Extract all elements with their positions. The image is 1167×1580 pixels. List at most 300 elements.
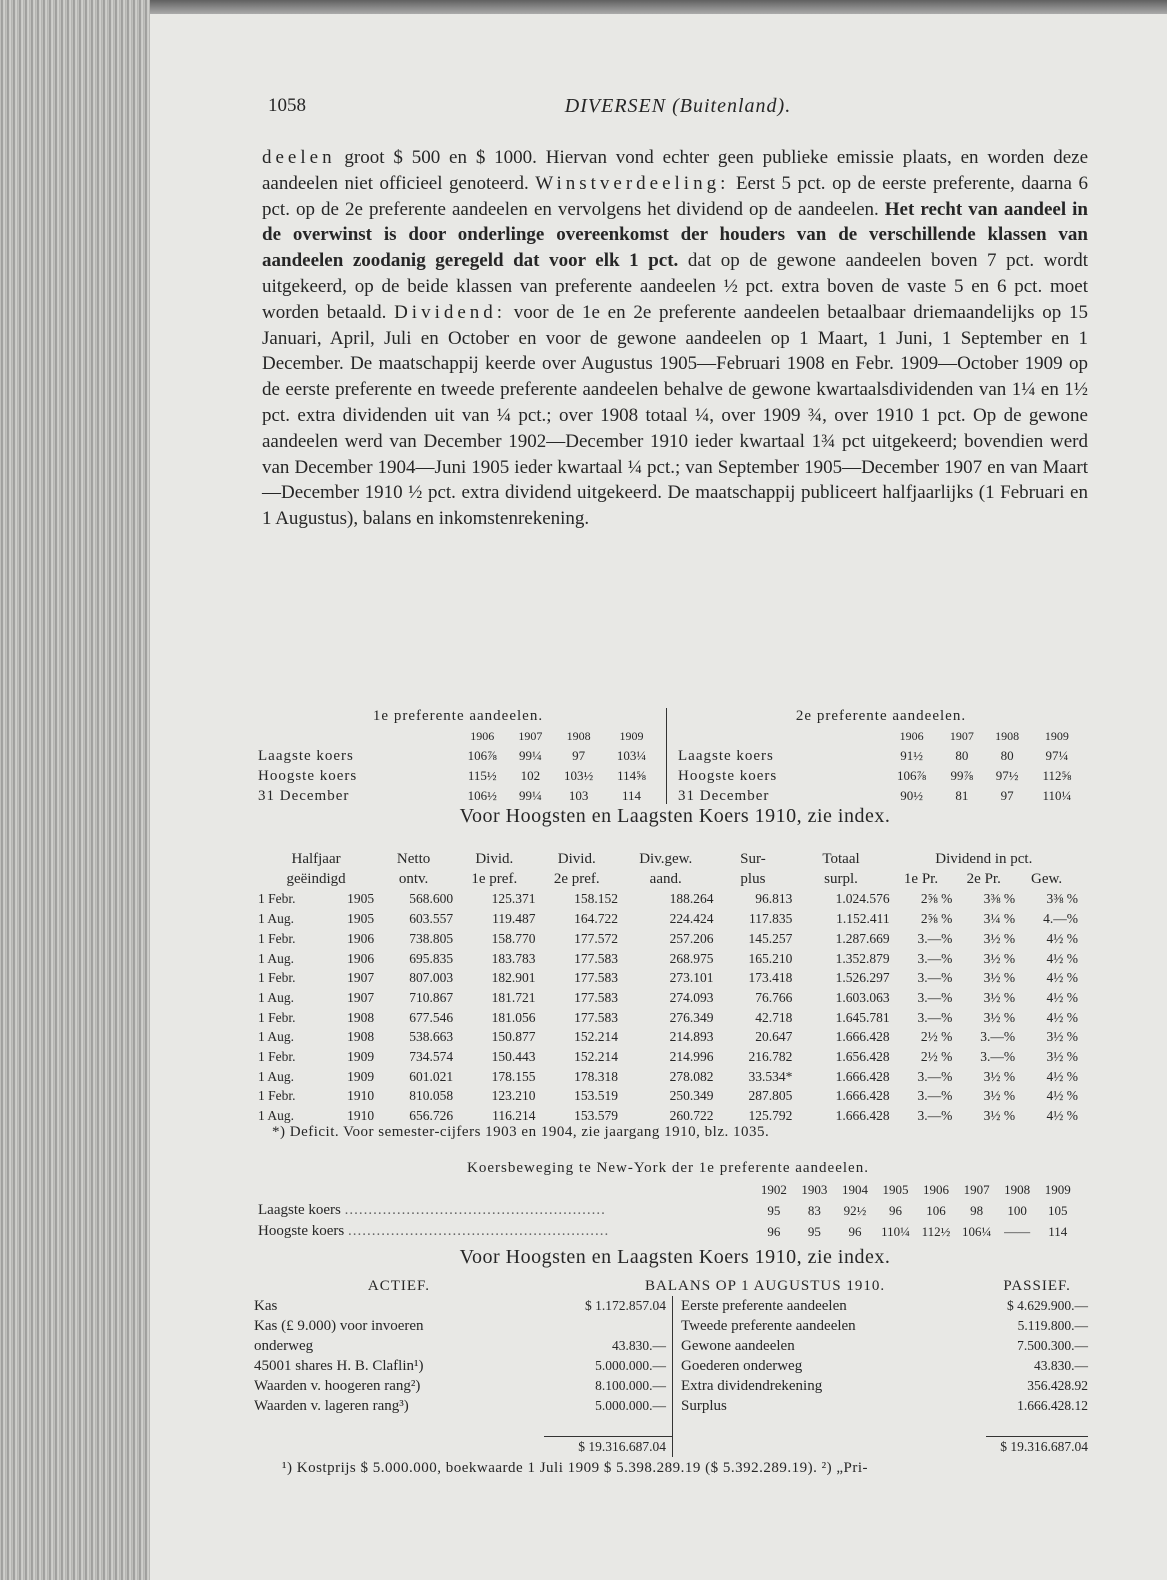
total-passief: $ 19.316.687.04 xyxy=(986,1437,1088,1458)
value-cell: 42.718 xyxy=(755,1009,793,1025)
value-cell: 4½ % xyxy=(1046,1088,1078,1104)
value-cell: 106⅞ xyxy=(467,748,497,763)
koers-table-1e-pref xyxy=(258,706,658,806)
actief-amount: 43.830.— xyxy=(544,1336,673,1356)
value-cell: 1.666.428 xyxy=(835,1088,890,1104)
col-header: 1e Pr. xyxy=(903,870,939,887)
value-cell: 181.056 xyxy=(491,1009,536,1025)
value-cell: 99¼ xyxy=(519,748,542,763)
reference-note: Voor Hoogsten en Laagsten Koers 1910, zie index. xyxy=(459,805,891,827)
value-cell: 119.487 xyxy=(492,911,536,927)
period-year: 1907 xyxy=(347,970,375,986)
value-cell: 150.877 xyxy=(491,1029,536,1045)
empty-cell xyxy=(258,726,456,746)
value-cell: 112½ xyxy=(921,1224,951,1239)
passief-label: Surplus xyxy=(681,1398,727,1414)
passief-label: Tweede preferente aandeelen xyxy=(681,1318,856,1334)
value-cell: 181.721 xyxy=(491,989,536,1005)
value-cell: 125.371 xyxy=(491,891,536,907)
value-cell: 3½ % xyxy=(983,930,1016,946)
period-month: 1 Aug. xyxy=(258,1108,295,1124)
period-month: 1 Febr. xyxy=(258,891,296,907)
year-header: 1904 xyxy=(841,1182,868,1197)
value-cell: 103 xyxy=(568,788,589,803)
year-header: 1909 xyxy=(1044,1182,1071,1197)
value-cell: 99¼ xyxy=(519,788,542,803)
period-month: 1 Febr. xyxy=(258,930,296,946)
value-cell: 100 xyxy=(1007,1203,1027,1218)
value-cell: 3.—% xyxy=(917,1068,953,1084)
actief-amount xyxy=(544,1316,673,1336)
value-cell: 695.835 xyxy=(409,950,454,966)
value-cell: 96 xyxy=(889,1203,902,1218)
running-title: DIVERSEN (Buitenland). xyxy=(564,95,792,117)
period-year: 1908 xyxy=(347,1029,375,1045)
actief-label: Waarden v. lageren rang³) xyxy=(254,1398,409,1414)
value-cell: 96.813 xyxy=(755,891,793,907)
value-cell: 123.210 xyxy=(491,1088,536,1104)
value-cell: 214.893 xyxy=(669,1029,714,1045)
value-cell: 97¼ xyxy=(1045,748,1069,763)
deficit-footnote: *) Deficit. Voor semester-cijfers 1903 en 1904, zie jaargang 1910, blz. 1035. xyxy=(272,1124,770,1140)
text-part-1: groot $ 500 en $ 1000. Hiervan vond echter geen publieke emissie plaats, en worden deze aandeelen niet officieel genoteerd. xyxy=(262,147,1088,194)
text-part-4: voor de 1e en 2e preferente aandeelen betaalbaar driemaandelijks op 15 Januari, April, Juli en October en voor de gewone aandeelen op 1 Maart, 1 Juni, 1 September en 1 December. De maatschappij keerde over Augustus 1905—Februari 1908 en Febr. 1909—October 1909 op de eerste preferente en tweede preferente aandeelen behalve de gewone kwartaalsdividenden van 1¼ en 1½ pct. extra dividenden uit van ¼ pct.; over 1908 totaal ¼, over 1909 ¾, over 1910 1 pct. Op de gewone aandeelen werd van December 1902—December 1910 ieder kwartaal 1¾ pct uitgekeerd; bovendien werd van December 1904—Juni 1905 ieder kwartaal ¼ pct.; van September 1905—December 1907 en van Maart—December 1910 ½ pct. extra dividend uitgekeerd. De maatschappij publiceert halfjaarlijks (1 Februari en 1 Augustus), balans en inkomstenrekening. xyxy=(262,301,1088,530)
value-cell: —— xyxy=(1004,1224,1031,1239)
empty-cell xyxy=(678,726,884,746)
value-cell: 97 xyxy=(572,748,586,763)
actief-amount: 8.100.000.— xyxy=(544,1376,673,1396)
table-row xyxy=(258,1221,1078,1242)
koers-table-2e-pref xyxy=(678,706,1084,806)
value-cell: 3.—% xyxy=(917,970,953,986)
value-cell: 33.534* xyxy=(748,1068,793,1084)
value-cell: 106½ xyxy=(467,788,497,803)
passief-heading: PASSIEF. xyxy=(1003,1278,1071,1294)
passief-amount: 5.119.800.— xyxy=(1017,1318,1088,1333)
value-cell: 3¼ % xyxy=(983,911,1016,927)
balance-row xyxy=(254,1336,1088,1356)
balance-footnote: ¹) Kostprijs $ 5.000.000, boekwaarde 1 Juli 1909 $ 5.398.289.19 ($ 5.392.289.19). ²) „Pri- xyxy=(282,1460,869,1476)
value-cell: 224.424 xyxy=(669,911,714,927)
value-cell: 102 xyxy=(520,768,541,783)
value-cell: 76.766 xyxy=(755,989,793,1005)
value-cell: 1.287.669 xyxy=(835,930,890,946)
year-header: 1907 xyxy=(518,729,543,743)
period-month: 1 Febr. xyxy=(258,970,296,986)
passief-label: Eerste preferente aandeelen xyxy=(681,1298,847,1314)
value-cell: 3⅜ % xyxy=(983,891,1016,907)
value-cell: 152.214 xyxy=(574,1049,618,1065)
period-year: 1905 xyxy=(347,891,375,907)
text-part-3: dat op de gewone aandeelen boven 7 pct. wordt uitgekeerd, op de beide klassen van preferente aandeelen ½ pct. extra boven de vaste 5 en 6 pct. moet worden betaald. xyxy=(262,250,1089,323)
value-cell: 3½ % xyxy=(983,970,1016,986)
value-cell: 80 xyxy=(1000,748,1014,763)
value-cell: 260.722 xyxy=(669,1108,714,1124)
col-header: Totaal xyxy=(822,851,860,867)
actief-amount: 5.000.000.— xyxy=(544,1396,673,1416)
value-cell: 116.214 xyxy=(492,1108,536,1124)
value-cell: 178.155 xyxy=(491,1068,536,1084)
period-year: 1908 xyxy=(347,1009,375,1025)
balance-row xyxy=(254,1376,1088,1396)
value-cell: 3.—% xyxy=(917,950,953,966)
total-actief: $ 19.316.687.04 xyxy=(544,1437,673,1458)
value-cell: 125.792 xyxy=(748,1108,793,1124)
value-cell: 3½ % xyxy=(983,1088,1016,1104)
col-header: 1e pref. xyxy=(471,870,518,887)
value-cell: 3½ % xyxy=(1046,1049,1078,1065)
col-header: Halfjaar xyxy=(291,851,341,867)
value-cell: 268.975 xyxy=(669,950,714,966)
value-cell: 105 xyxy=(1047,1203,1068,1218)
value-cell: 3.—% xyxy=(917,1088,953,1104)
value-cell: 4½ % xyxy=(1046,1068,1078,1084)
value-cell: 1.352.879 xyxy=(835,950,890,966)
period-year: 1909 xyxy=(347,1049,375,1065)
value-cell: 810.058 xyxy=(409,1088,454,1104)
value-cell: 152.214 xyxy=(574,1029,618,1045)
value-cell: 177.583 xyxy=(574,950,618,966)
value-cell: 3.—% xyxy=(917,989,953,1005)
value-cell: 97½ xyxy=(995,768,1019,783)
empty-cell xyxy=(673,1437,987,1458)
value-cell: 114 xyxy=(622,788,642,803)
reference-note: Voor Hoogsten en Laagsten Koers 1910, zie index. xyxy=(459,1246,891,1268)
value-cell: 603.557 xyxy=(409,911,454,927)
empty-cell xyxy=(673,1416,987,1437)
value-cell: 106 xyxy=(926,1203,946,1218)
value-cell: 177.583 xyxy=(574,989,618,1005)
value-cell: 1.666.428 xyxy=(835,1068,890,1084)
col-header: Divid. xyxy=(475,851,514,867)
actief-label: Waarden v. hoogeren rang²) xyxy=(254,1378,421,1394)
value-cell: 677.546 xyxy=(409,1009,454,1025)
value-cell: 2½ % xyxy=(920,1049,953,1065)
value-cell: 95 xyxy=(807,1224,821,1239)
table-row xyxy=(258,988,1078,1008)
value-cell: 1.024.576 xyxy=(835,891,890,907)
value-cell: 3½ % xyxy=(983,1068,1016,1084)
value-cell: 1.666.428 xyxy=(835,1108,890,1124)
period-year: 1905 xyxy=(347,911,375,927)
value-cell: 164.722 xyxy=(574,911,618,927)
balance-row xyxy=(254,1296,1088,1316)
col-header: 2e Pr. xyxy=(966,870,1001,887)
period-year: 1910 xyxy=(347,1088,375,1104)
period-month: 1 Aug. xyxy=(258,989,295,1005)
year-header: 1908 xyxy=(995,729,1020,743)
value-cell: 153.579 xyxy=(574,1108,618,1124)
value-cell: 1.603.063 xyxy=(835,989,890,1005)
value-cell: 150.443 xyxy=(491,1049,536,1065)
empty-cell xyxy=(258,1179,754,1200)
year-header: 1906 xyxy=(923,1182,950,1197)
value-cell: 103¼ xyxy=(616,748,647,763)
value-cell: 81 xyxy=(955,788,969,803)
table-row xyxy=(678,766,1084,786)
page-number: 1058 xyxy=(268,95,306,116)
table-row xyxy=(258,1200,1078,1221)
value-cell: 287.805 xyxy=(748,1088,793,1104)
passief-label: Goederen onderweg xyxy=(681,1358,803,1374)
value-cell: 177.572 xyxy=(574,930,618,946)
value-cell: 601.021 xyxy=(409,1068,454,1084)
value-cell: 112⅝ xyxy=(1042,768,1072,783)
value-cell: 538.663 xyxy=(409,1029,454,1045)
year-header: 1909 xyxy=(1044,729,1069,743)
table-row xyxy=(258,746,658,766)
actief-heading: ACTIEF. xyxy=(367,1278,430,1294)
table-row xyxy=(258,1027,1078,1047)
year-header: 1903 xyxy=(801,1182,828,1197)
value-cell: 214.996 xyxy=(669,1049,714,1065)
balance-row xyxy=(254,1396,1088,1416)
value-cell: 3½ % xyxy=(983,1009,1016,1025)
year-header: 1907 xyxy=(963,1182,990,1197)
value-cell: 4.—% xyxy=(1043,911,1078,927)
halfjaar-table xyxy=(258,850,1078,1126)
passief-amount: 1.666.428.12 xyxy=(1017,1398,1088,1413)
year-header: 1906 xyxy=(470,729,495,743)
period-month: 1 Aug. xyxy=(258,950,295,966)
year-header: 1902 xyxy=(760,1182,787,1197)
period-year: 1906 xyxy=(347,930,375,946)
col-header: aand. xyxy=(649,870,682,887)
table-row xyxy=(258,1067,1078,1087)
value-cell: 96 xyxy=(848,1224,862,1239)
value-cell: 2⅝ % xyxy=(920,891,953,907)
page-header xyxy=(268,95,1088,125)
value-cell: 1.152.411 xyxy=(836,911,890,927)
value-cell: 807.003 xyxy=(409,970,454,986)
col-header: Div.gew. xyxy=(639,851,693,867)
period-year: 1910 xyxy=(347,1108,375,1124)
table-row xyxy=(258,1086,1078,1106)
year-header: 1909 xyxy=(619,729,644,743)
table-caption: 1e preferente aandeelen. xyxy=(372,708,544,724)
newyork-koers-table xyxy=(258,1158,1078,1242)
value-cell: 738.805 xyxy=(409,930,454,946)
value-cell: 98 xyxy=(970,1203,984,1218)
period-month: 1 Aug. xyxy=(258,911,295,927)
value-cell: 276.349 xyxy=(669,1009,714,1025)
value-cell: 4½ % xyxy=(1046,1108,1078,1124)
table-row xyxy=(258,786,658,806)
value-cell: 4½ % xyxy=(1046,989,1078,1005)
value-cell: 80 xyxy=(955,748,969,763)
balance-row xyxy=(254,1316,1088,1336)
value-cell: 165.210 xyxy=(748,950,793,966)
book-page-edges xyxy=(0,0,150,1580)
period-year: 1909 xyxy=(347,1068,375,1084)
value-cell: 110¼ xyxy=(1042,788,1072,803)
col-header: plus xyxy=(740,870,766,887)
row-label-cell xyxy=(258,1221,754,1242)
row-label: Laagste koers xyxy=(258,1202,341,1218)
balance-row xyxy=(254,1356,1088,1376)
value-cell: 4½ % xyxy=(1046,950,1078,966)
value-cell: 2⅝ % xyxy=(920,911,953,927)
value-cell: 153.519 xyxy=(574,1088,618,1104)
empty-cell xyxy=(254,1416,544,1437)
value-cell: 3.—% xyxy=(980,1029,1016,1045)
value-cell: 158.770 xyxy=(491,930,536,946)
passief-amount: $ 4.629.900.— xyxy=(1007,1298,1088,1313)
row-label: Hoogste koers xyxy=(258,1223,345,1239)
period-year: 1906 xyxy=(347,950,375,966)
value-cell: 216.782 xyxy=(748,1049,793,1065)
value-cell: 117.835 xyxy=(749,911,793,927)
value-cell: 1.645.781 xyxy=(835,1009,890,1025)
table-row xyxy=(258,1106,1078,1126)
table-row xyxy=(258,1008,1078,1028)
col-header: geëindigd xyxy=(286,870,346,887)
passief-label: Gewone aandeelen xyxy=(681,1338,795,1354)
table-row xyxy=(258,929,1078,949)
col-header: Sur- xyxy=(740,851,766,867)
period-year: 1907 xyxy=(347,989,375,1005)
period-month: 1 Aug. xyxy=(258,1029,295,1045)
year-header: 1907 xyxy=(949,729,974,743)
value-cell: 106¼ xyxy=(961,1224,992,1239)
book-top-edge xyxy=(150,0,1167,14)
table-row xyxy=(258,949,1078,969)
col-header: ontv. xyxy=(398,870,429,887)
balance-title: BALANS OP 1 AUGUSTUS 1910. xyxy=(645,1278,886,1294)
value-cell: 1.656.428 xyxy=(835,1049,890,1065)
table-row xyxy=(678,786,1084,806)
value-cell: 3.—% xyxy=(917,1108,953,1124)
label-dividend: Dividend: xyxy=(394,301,507,323)
col-header: Divid. xyxy=(557,851,596,867)
value-cell: 178.318 xyxy=(574,1068,618,1084)
col-header: Netto xyxy=(396,851,431,867)
value-cell: 177.583 xyxy=(574,970,618,986)
row-label: Hoogste koers xyxy=(258,768,358,784)
table-caption: Koersbeweging te New-York der 1e preferente aandeelen. xyxy=(467,1160,869,1176)
actief-label: Kas xyxy=(254,1298,278,1314)
balance-sheet xyxy=(254,1276,1088,1457)
passief-amount: 7.500.300.— xyxy=(1017,1338,1088,1353)
value-cell: 115½ xyxy=(467,768,497,783)
value-cell: 274.093 xyxy=(669,989,714,1005)
col-header: surpl. xyxy=(824,870,858,887)
value-cell: 83 xyxy=(807,1203,821,1218)
empty-cell xyxy=(986,1416,1088,1437)
period-month: 1 Febr. xyxy=(258,1049,296,1065)
actief-label: Kas (£ 9.000) voor invoeren xyxy=(254,1318,424,1334)
leader-dots: ....................................................... xyxy=(344,1202,606,1218)
body-paragraph xyxy=(262,145,1088,532)
value-cell: 4½ % xyxy=(1046,970,1078,986)
value-cell: 103½ xyxy=(563,768,594,783)
value-cell: 1.526.297 xyxy=(835,970,890,986)
label-winstverdeeling: Winstverdeeling: xyxy=(535,172,730,194)
table-row xyxy=(258,909,1078,929)
year-header: 1908 xyxy=(1004,1182,1031,1197)
value-cell: 158.152 xyxy=(574,891,618,907)
actief-amount: 5.000.000.— xyxy=(544,1356,673,1376)
value-cell: 183.783 xyxy=(491,950,536,966)
value-cell: 734.574 xyxy=(409,1049,454,1065)
value-cell: 95 xyxy=(767,1203,781,1218)
table-row xyxy=(258,766,658,786)
col-header: 2e pref. xyxy=(553,870,600,887)
value-cell: 3.—% xyxy=(917,930,953,946)
row-label-cell xyxy=(258,1200,754,1221)
year-header: 1905 xyxy=(882,1182,909,1197)
text-part-bold: Het recht van aandeel in de overwinst is door onderlinge overeenkomst der houders van de verschillende klassen van aandeelen zoodanig geregeld dat voor elk 1 pct. xyxy=(262,198,1088,272)
value-cell: 110¼ xyxy=(881,1224,910,1239)
row-label: Laagste koers xyxy=(258,748,354,764)
year-header: 1908 xyxy=(566,729,591,743)
value-cell: 656.726 xyxy=(409,1108,454,1124)
value-cell: 96 xyxy=(767,1224,781,1239)
empty-cell xyxy=(254,1437,544,1458)
period-month: 1 Febr. xyxy=(258,1009,296,1025)
value-cell: 3½ % xyxy=(1046,1029,1078,1045)
row-label: 31 December xyxy=(678,788,770,804)
value-cell: 250.349 xyxy=(669,1088,714,1104)
year-header: 1906 xyxy=(899,729,924,743)
value-cell: 188.264 xyxy=(669,891,714,907)
value-cell: 568.600 xyxy=(409,891,454,907)
col-header: Dividend in pct. xyxy=(935,851,1033,867)
value-cell: 90½ xyxy=(900,788,923,803)
value-cell: 20.647 xyxy=(755,1029,793,1045)
value-cell: 99⅞ xyxy=(950,768,974,783)
table-caption: 2e preferente aandeelen. xyxy=(795,708,967,724)
value-cell: 114 xyxy=(1048,1224,1068,1239)
value-cell: 106⅞ xyxy=(896,768,927,783)
table-row xyxy=(258,968,1078,988)
value-cell: 3.—% xyxy=(917,1009,953,1025)
table-row xyxy=(678,746,1084,766)
period-month: 1 Aug. xyxy=(258,1068,295,1084)
row-label: Hoogste koers xyxy=(678,768,778,784)
table-divider xyxy=(666,708,667,804)
value-cell: 3.—% xyxy=(980,1049,1016,1065)
empty-cell xyxy=(544,1416,673,1437)
passief-amount: 43.830.— xyxy=(1034,1358,1088,1373)
value-cell: 177.583 xyxy=(574,1009,618,1025)
value-cell: 4½ % xyxy=(1046,930,1078,946)
value-cell: 3½ % xyxy=(983,950,1016,966)
value-cell: 114⅝ xyxy=(617,768,646,783)
row-label: 31 December xyxy=(258,788,350,804)
text-part-2: Eerst 5 pct. op de eerste preferente, daarna 6 pct. op de 2e preferente aandeelen en vervolgens het dividend op de aandeelen. xyxy=(262,172,1089,220)
value-cell: 2½ % xyxy=(920,1029,953,1045)
value-cell: 257.206 xyxy=(669,930,714,946)
value-cell: 273.101 xyxy=(669,970,714,986)
value-cell: 97 xyxy=(1000,788,1014,803)
value-cell: 278.082 xyxy=(669,1068,714,1084)
value-cell: 173.418 xyxy=(748,970,793,986)
actief-label: onderweg xyxy=(254,1338,314,1354)
passief-amount: 356.428.92 xyxy=(1027,1378,1088,1393)
value-cell: 92½ xyxy=(843,1203,867,1218)
value-cell: 3⅜ % xyxy=(1046,891,1078,907)
col-header: Gew. xyxy=(1031,870,1063,887)
spaced-word-deelen: deelen xyxy=(262,147,336,168)
row-label: Laagste koers xyxy=(678,748,774,764)
value-cell: 710.867 xyxy=(409,989,454,1005)
actief-amount: $ 1.172.857.04 xyxy=(544,1296,673,1316)
period-month: 1 Febr. xyxy=(258,1088,296,1104)
value-cell: 145.257 xyxy=(748,930,793,946)
passief-label: Extra dividendrekening xyxy=(681,1378,823,1394)
value-cell: 4½ % xyxy=(1046,1009,1078,1025)
